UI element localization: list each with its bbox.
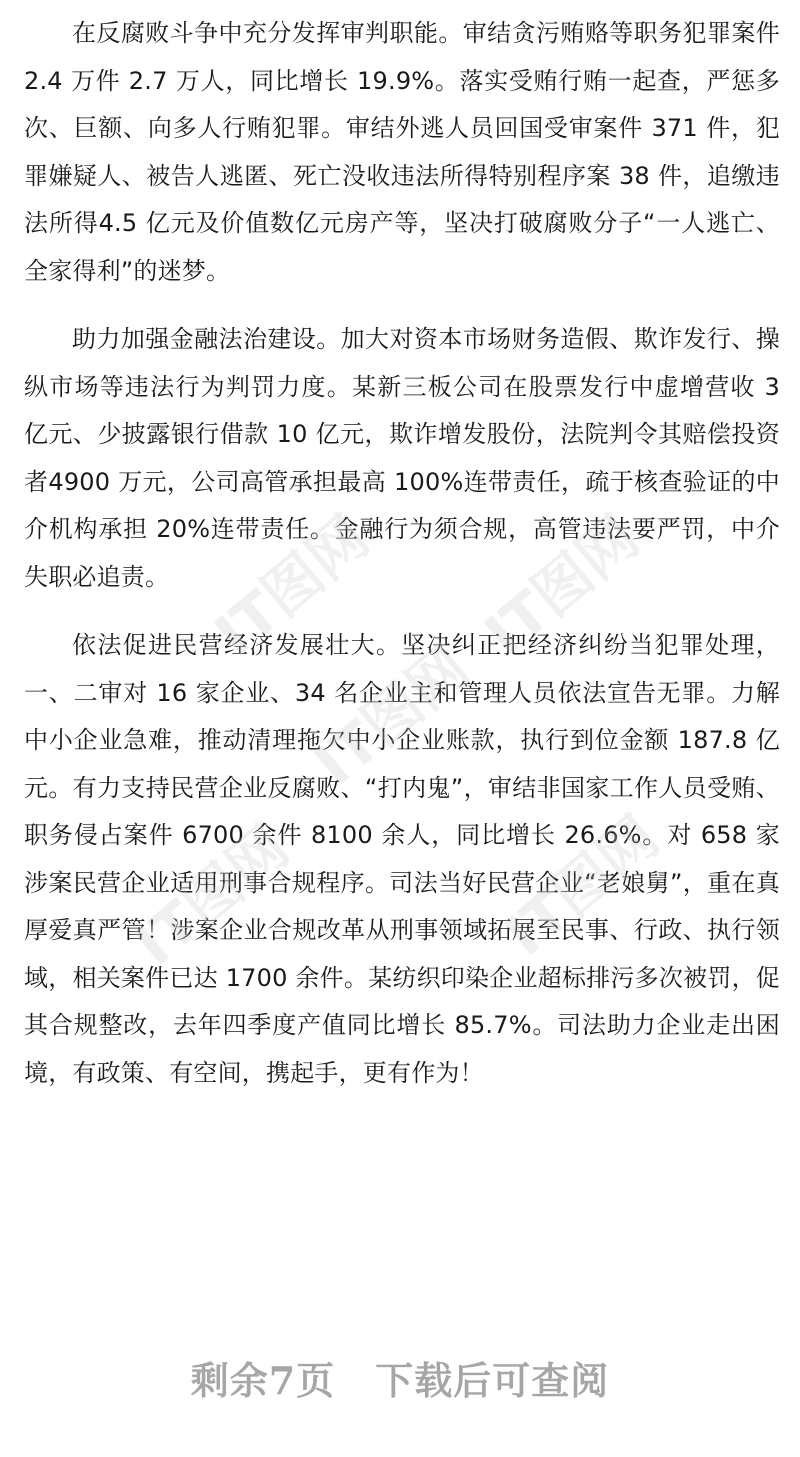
paragraph-private-economy: 依法促进民营经济发展壮大。坚决纠正把经济纠纷当犯罪处理，一、二审对 16 家企业、34 名企业主和管理人员依法宣告无罪。力解中小企业急难，推动清理拖欠中小企业账款，执行到位金额 187.8 亿元。有力支持民营企业反腐败、“打内鬼”，审结非国家工作人员受贿、职务侵占案件 6700 余件 8100 余人，同比增长 26.6%。对 658 家涉案民营企业适用刑事合规程序。司法当好民营企业“老娘舅”，重在真厚爱真严管！涉案企业合规改革从刑事领域拓展至民事、行政、执行领域，相关案件已达 1700 余件。某纺织印染企业超标排污多次被罚，促其合规整改，去年四季度产值同比增长 85.7%。司法助力企业走出困境，有政策、有空间，携起手，更有作为！ <box>24 631 780 1087</box>
download-prompt-banner[interactable] <box>0 1350 800 1405</box>
watermark-logo: IT图网 <box>302 632 482 799</box>
paragraph-financial-rule-of-law: 助力加强金融法治建设。加大对资本市场财务造假、欺诈发行、操纵市场等违法行为判罚力度。某新三板公司在股票发行中虚增营收 3 亿元、少披露银行借款 10 亿元，欺诈增发股份，法院判令其赔偿投资者4900 万元，公司高管承担最高 100%连带责任，疏于核查验证的中介机构承担 20%连带责任。金融行为须合规，高管违法要严罚，中介失职必追责。 <box>24 325 780 591</box>
download-to-view-label: 下载后可查阅 <box>375 1358 610 1403</box>
watermark-logo: IT图网 <box>472 502 652 669</box>
watermark-logo: IT图网 <box>122 812 302 979</box>
watermark-logo: IT图网 <box>492 802 672 969</box>
watermark-logo: IT图网 <box>202 502 382 669</box>
remaining-pages-label: 剩余7页 <box>190 1358 336 1403</box>
paragraph-anti-corruption: 在反腐败斗争中充分发挥审判职能。审结贪污贿赂等职务犯罪案件2.4 万件 2.7 万人，同比增长 19.9%。落实受贿行贿一起查，严惩多次、巨额、向多人行贿犯罪。审结外逃人员回国受审案件 371 件，犯罪嫌疑人、被告人逃匿、死亡没收违法所得特别程序案 38 件，追缴违法所得4.5 亿元及价值数亿元房产等，坚决打破腐败分子“一人逃亡、全家得利”的迷梦。 <box>24 19 780 285</box>
document-body <box>24 10 780 1097</box>
